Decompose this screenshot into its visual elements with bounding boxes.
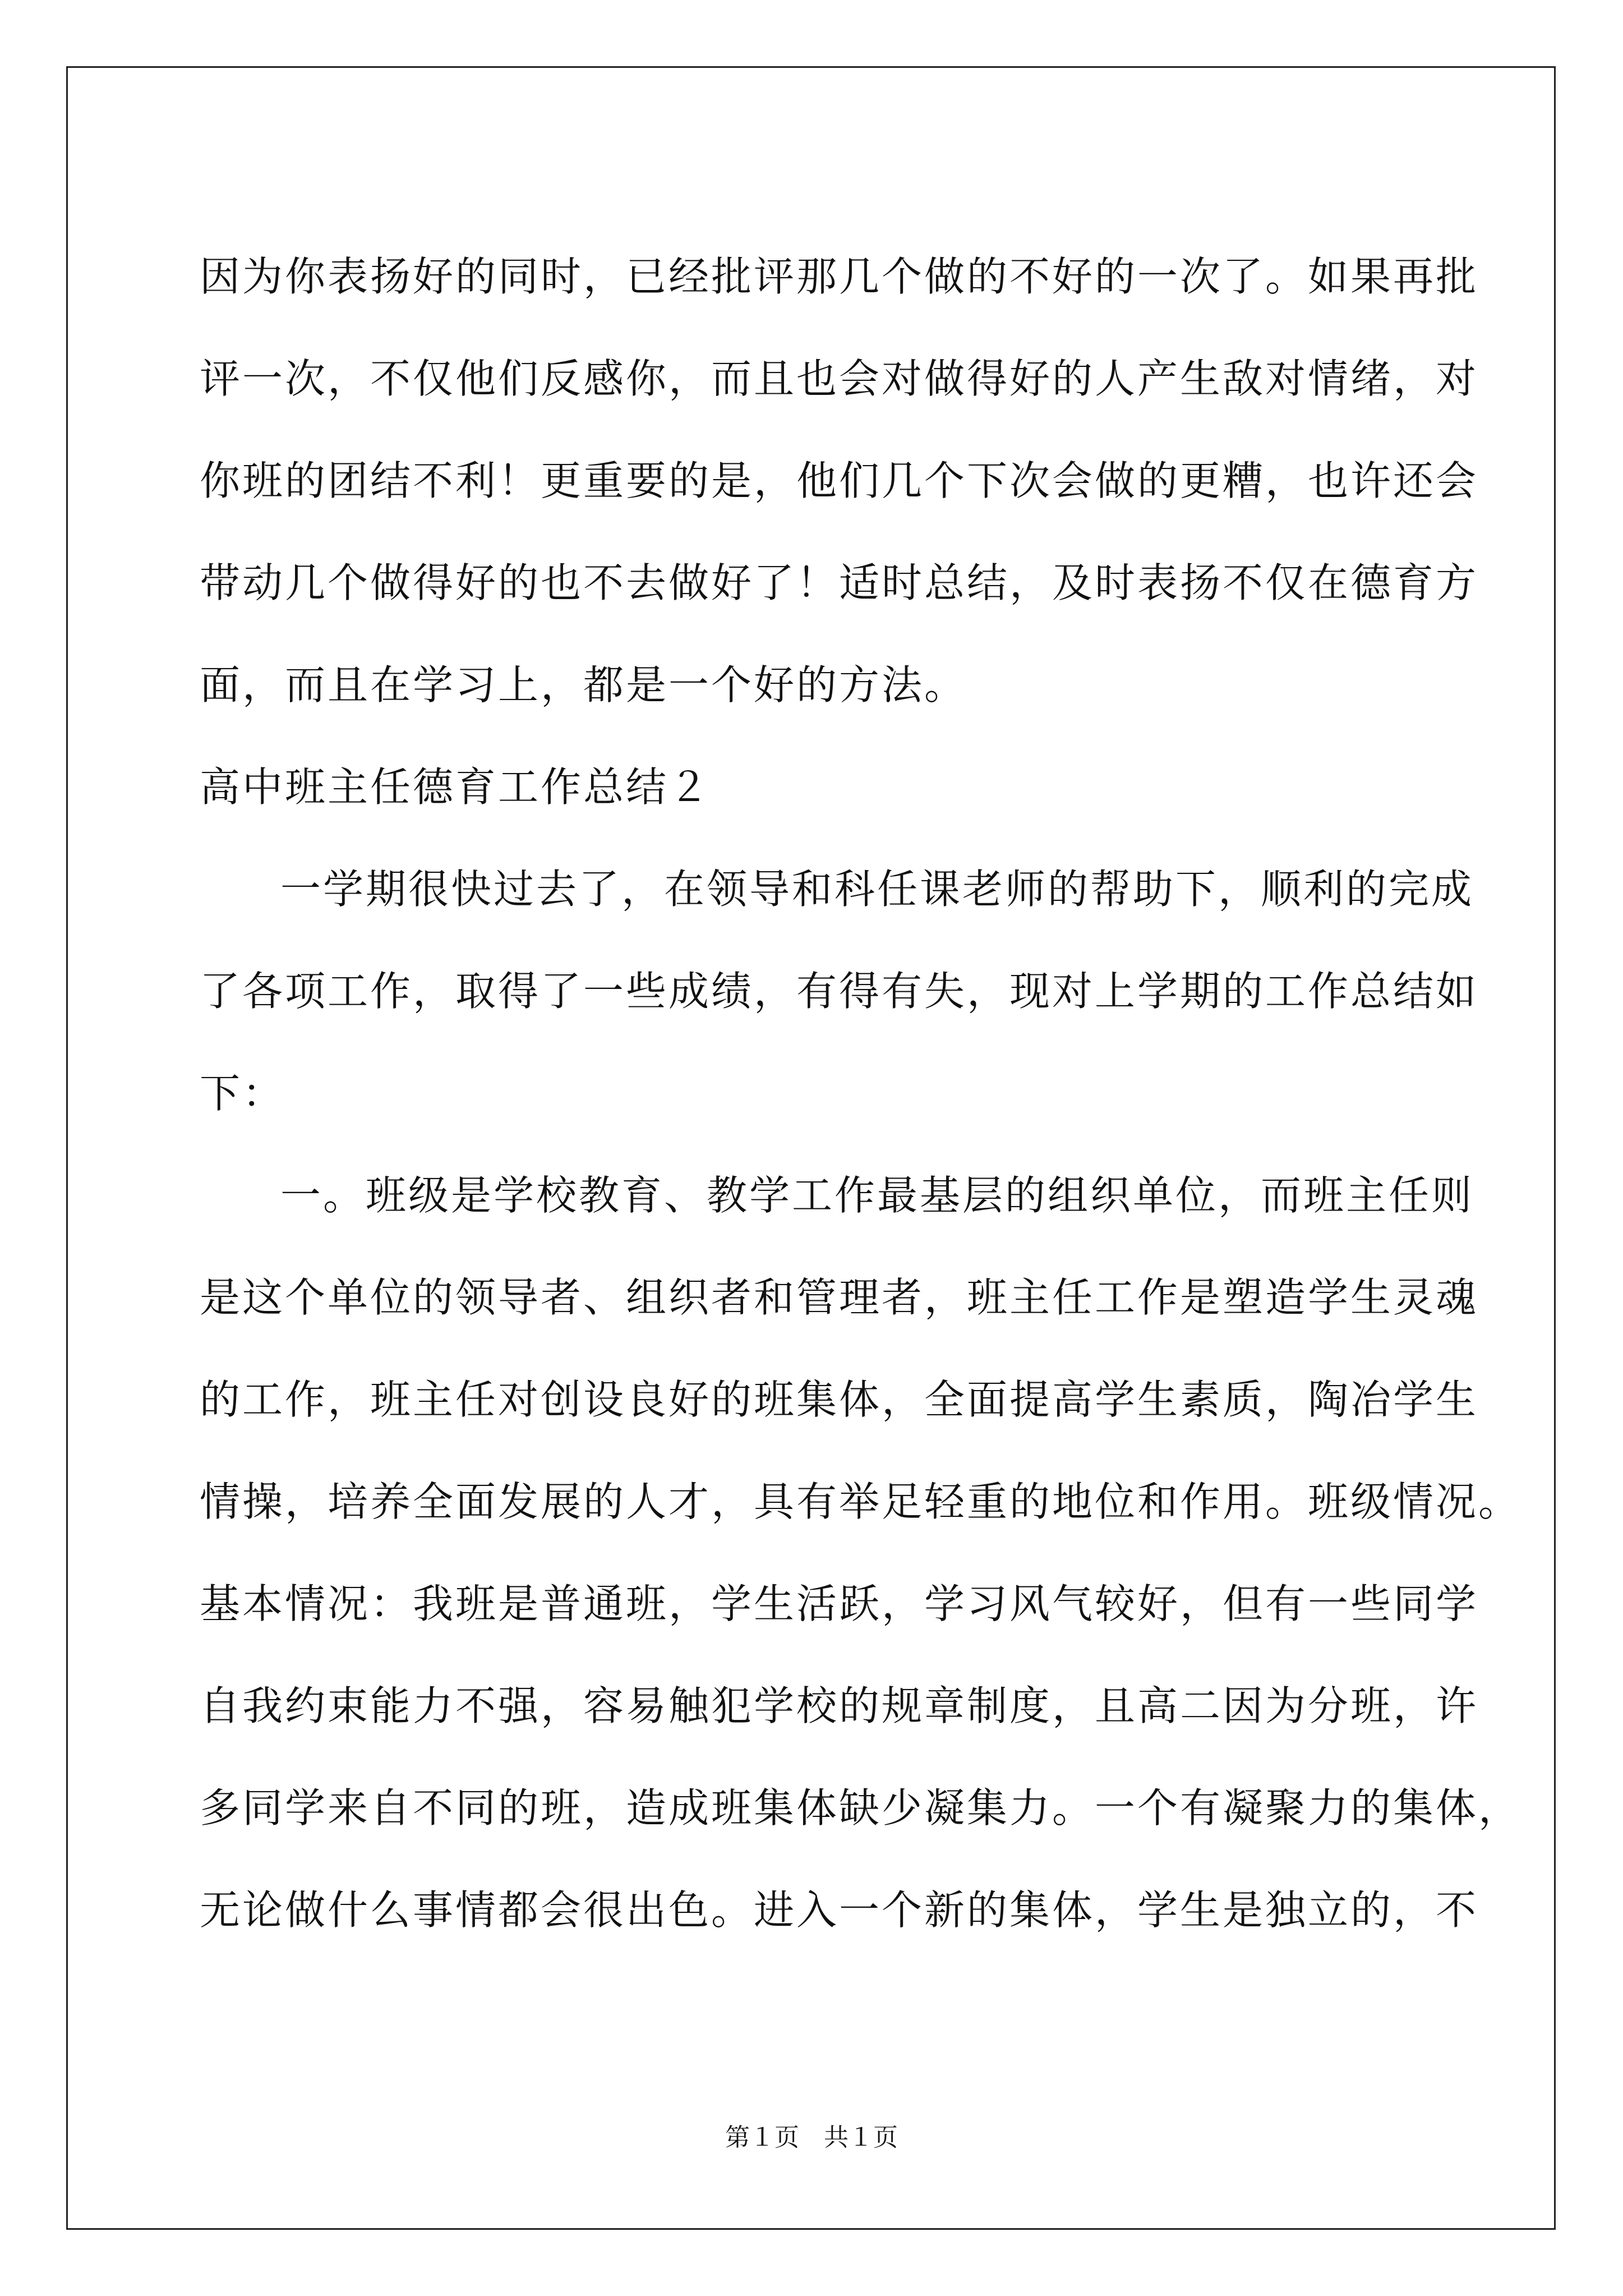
page-footer: 第１页 共１页 (725, 2123, 898, 2152)
body-line: 多同学来自不同的班，造成班集体缺少凝集力。一个有凝聚力的集体， (200, 1784, 1521, 1832)
section-heading: 高中班主任德育工作总结２ (200, 763, 712, 811)
body-line: 情操，培养全面发展的人才，具有举足轻重的地位和作用。班级情况。 (200, 1478, 1521, 1525)
body-line: 基本情况：我班是普通班，学生活跃，学习风气较好，但有一些同学 (200, 1580, 1479, 1627)
body-line: 无论做什么事情都会很出色。进入一个新的集体，学生是独立的，不 (200, 1887, 1479, 1934)
body-line: 你班的团结不利！更重要的是，他们几个下次会做的更糟，也许还会 (200, 457, 1479, 504)
body-line: 下： (200, 1070, 285, 1117)
body-line: 了各项工作，取得了一些成绩，有得有失，现对上学期的工作总结如 (200, 968, 1479, 1015)
body-line: 带动几个做得好的也不去做好了！适时总结，及时表扬不仅在德育方 (200, 559, 1479, 606)
body-line: 一。班级是学校教育、教学工作最基层的组织单位，而班主任则 (280, 1172, 1474, 1219)
body-line: 因为你表扬好的同时，已经批评那几个做的不好的一次了。如果再批 (200, 253, 1479, 300)
body-line: 的工作，班主任对创设良好的班集体，全面提高学生素质，陶冶学生 (200, 1376, 1479, 1423)
document-body (200, 226, 1521, 1961)
body-line: 自我约束能力不强，容易触犯学校的规章制度，且高二因为分班，许 (200, 1682, 1479, 1729)
body-line: 评一次，不仅他们反感你，而且也会对做得好的人产生敌对情绪，对 (200, 355, 1479, 402)
body-line: 面，而且在学习上，都是一个好的方法。 (200, 661, 967, 708)
body-line: 一学期很快过去了，在领导和科任课老师的帮助下，顺利的完成 (280, 866, 1474, 913)
body-line: 是这个单位的领导者、组织者和管理者，班主任工作是塑造学生灵魂 (200, 1274, 1479, 1321)
